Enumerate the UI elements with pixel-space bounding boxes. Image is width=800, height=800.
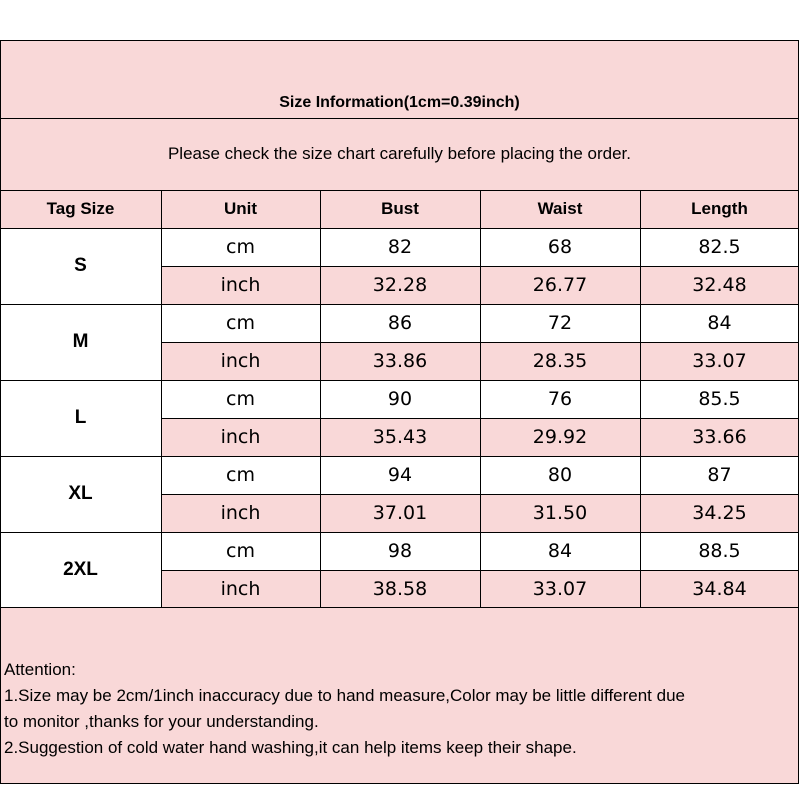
table-border	[0, 190, 799, 191]
unit-inch: inch	[161, 570, 320, 607]
table-border	[0, 40, 1, 784]
length-cm-value: 85.5	[640, 380, 799, 418]
bust-cm-value: 94	[320, 456, 480, 494]
unit-cm: cm	[161, 456, 320, 494]
unit-cm: cm	[161, 532, 320, 570]
unit-cm: cm	[161, 304, 320, 342]
table-border	[0, 380, 799, 381]
waist-cm-value: 76	[480, 380, 640, 418]
unit-inch: inch	[161, 266, 320, 304]
unit-cm: cm	[161, 380, 320, 418]
tag-size-s: S	[0, 228, 161, 304]
length-inch-value: 33.66	[640, 418, 799, 456]
attention-line-2: to monitor ,thanks for your understanding.	[4, 712, 319, 731]
table-border	[0, 607, 799, 608]
tag-size-l: L	[0, 380, 161, 456]
length-cm-value: 84	[640, 304, 799, 342]
tag-size-xl: XL	[0, 456, 161, 532]
length-cm-value: 88.5	[640, 532, 799, 570]
waist-inch-value: 33.07	[480, 570, 640, 607]
table-border	[480, 190, 481, 607]
waist-inch-value: 26.77	[480, 266, 640, 304]
table-border	[798, 40, 799, 784]
tag-size-m: M	[0, 304, 161, 380]
length-inch-value: 34.25	[640, 494, 799, 532]
header-length: Length	[640, 190, 799, 228]
length-cm-value: 87	[640, 456, 799, 494]
header-bust: Bust	[320, 190, 480, 228]
bust-inch-value: 33.86	[320, 342, 480, 380]
table-border	[0, 532, 799, 533]
table-border	[320, 190, 321, 607]
length-inch-value: 32.48	[640, 266, 799, 304]
table-border	[0, 456, 799, 457]
unit-inch: inch	[161, 342, 320, 380]
table-border	[0, 228, 799, 229]
waist-cm-value: 72	[480, 304, 640, 342]
unit-inch: inch	[161, 494, 320, 532]
bust-inch-value: 37.01	[320, 494, 480, 532]
bust-cm-value: 90	[320, 380, 480, 418]
table-border	[0, 40, 799, 41]
waist-cm-value: 84	[480, 532, 640, 570]
unit-inch: inch	[161, 418, 320, 456]
header-tag-size: Tag Size	[0, 190, 161, 228]
bust-cm-value: 82	[320, 228, 480, 266]
length-inch-value: 33.07	[640, 342, 799, 380]
waist-cm-value: 80	[480, 456, 640, 494]
bust-inch-value: 38.58	[320, 570, 480, 607]
bust-inch-value: 35.43	[320, 418, 480, 456]
size-notice: Please check the size chart carefully before placing the order.	[0, 118, 799, 190]
attention-line-1: 1.Size may be 2cm/1inch inaccuracy due to hand measure,Color may be little different due	[4, 686, 685, 705]
waist-inch-value: 31.50	[480, 494, 640, 532]
header-unit: Unit	[161, 190, 320, 228]
header-waist: Waist	[480, 190, 640, 228]
page-title: Size Information(1cm=0.39inch)	[0, 40, 799, 118]
waist-inch-value: 29.92	[480, 418, 640, 456]
attention-line-3: 2.Suggestion of cold water hand washing,it can help items keep their shape.	[4, 738, 577, 757]
waist-cm-value: 68	[480, 228, 640, 266]
bust-cm-value: 98	[320, 532, 480, 570]
attention-heading: Attention:	[4, 660, 76, 679]
unit-cm: cm	[161, 228, 320, 266]
table-border	[0, 304, 799, 305]
bust-inch-value: 32.28	[320, 266, 480, 304]
attention-notes	[0, 607, 799, 784]
size-chart-sheet	[0, 40, 799, 784]
table-border	[0, 118, 799, 119]
tag-size-2xl: 2XL	[0, 532, 161, 607]
waist-inch-value: 28.35	[480, 342, 640, 380]
table-border	[0, 783, 799, 784]
table-border	[161, 190, 162, 607]
bust-cm-value: 86	[320, 304, 480, 342]
length-inch-value: 34.84	[640, 570, 799, 607]
length-cm-value: 82.5	[640, 228, 799, 266]
table-border	[640, 190, 641, 607]
